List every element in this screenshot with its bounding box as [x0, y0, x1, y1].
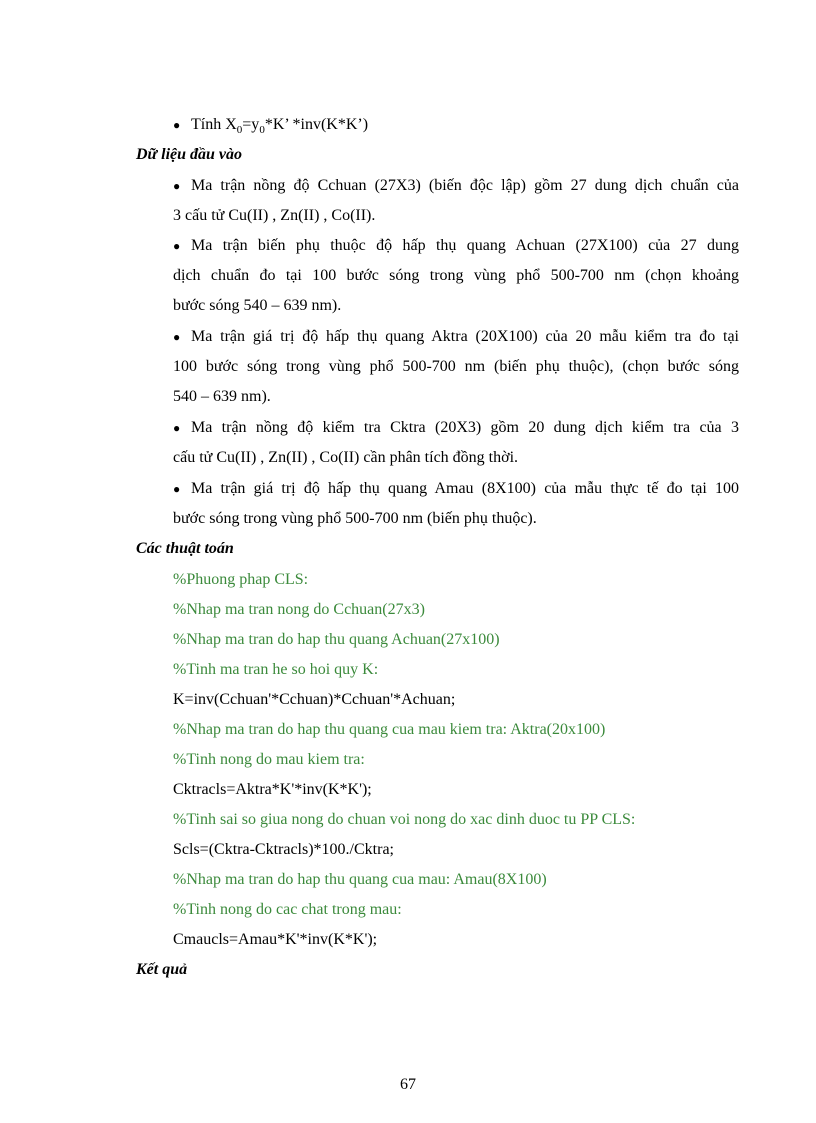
bullet-cktra: ● Ma trận nồng độ kiểm tra Cktra (20X3) gồm 20 dung dịch kiểm tra của 3 [173, 419, 739, 436]
bullet-amau: ● Ma trận giá trị độ hấp thụ quang Amau (8X100) của mẫu thực tế đo tại 100 [173, 480, 739, 497]
code-statement-line: Cmaucls=Amau*K'*inv(K*K'); [173, 931, 378, 948]
code-comment-line: %Tinh nong do mau kiem tra: [173, 751, 365, 768]
bullet-amau-cont: bước sóng trong vùng phổ 500-700 nm (biến phụ thuộc). [173, 510, 537, 527]
bullet-aktra: ● Ma trận giá trị độ hấp thụ quang Aktra (20X100) của 20 mẫu kiểm tra đo tại [173, 328, 739, 345]
bullet-icon: ● [173, 118, 181, 132]
heading-algorithms: Các thuật toán [136, 540, 234, 557]
code-comment-line: %Tinh ma tran he so hoi quy K: [173, 661, 379, 678]
bullet-aktra-cont2: 540 – 639 nm). [173, 388, 271, 405]
code-comment-line: %Phuong phap CLS: [173, 571, 309, 588]
code-comment-line: %Nhap ma tran nong do Cchuan(27x3) [173, 601, 425, 618]
heading-results: Kết quả [136, 961, 188, 978]
code-comment-line: %Nhap ma tran do hap thu quang Achuan(27x100) [173, 631, 500, 648]
formula-line: ● Tính $X_0=y_0*K$’ *inv(K*K’) [173, 116, 369, 137]
code-statement-line: K=inv(Cchuan'*Cchuan)*Cchuan'*Achuan; [173, 691, 456, 708]
code-comment-line: %Tinh sai so giua nong do chuan voi nong do xac dinh duoc tu PP CLS: [173, 811, 636, 828]
code-comment-line: %Nhap ma tran do hap thu quang cua mau: Amau(8X100) [173, 871, 547, 888]
code-comment-line: %Tinh nong do cac chat trong mau: [173, 901, 402, 918]
heading-input-data: Dữ liệu đầu vào [136, 146, 243, 163]
code-statement-line: Cktracls=Aktra*K'*inv(K*K'); [173, 781, 372, 798]
bullet-aktra-cont1: 100 bước sóng trong vùng phổ 500-700 nm (biến phụ thuộc), (chọn bước sóng [173, 358, 739, 375]
bullet-cktra-cont: cấu tử Cu(II) , Zn(II) , Co(II) cần phân tích đồng thời. [173, 449, 519, 466]
bullet-icon: ● [173, 330, 181, 344]
code-statement-line: Scls=(Cktra-Cktracls)*100./Cktra; [173, 841, 394, 858]
bullet-achuan-cont2: bước sóng 540 – 639 nm). [173, 297, 342, 314]
bullet-cchuan-cont: 3 cấu tử Cu(II) , Zn(II) , Co(II). [173, 207, 376, 224]
bullet-achuan: ● Ma trận biến phụ thuộc độ hấp thụ quang Achuan (27X100) của 27 dung [173, 237, 739, 254]
bullet-cchuan: ● Ma trận nồng độ Cchuan (27X3) (biến độc lập) gồm 27 dung dịch chuẩn của [173, 177, 739, 194]
bullet-icon: ● [173, 482, 181, 496]
bullet-icon: ● [173, 421, 181, 435]
bullet-icon: ● [173, 239, 181, 253]
page-number: 67 [400, 1076, 416, 1093]
bullet-achuan-cont1: dịch chuẩn đo tại 100 bước sóng trong vùng phổ 500-700 nm (chọn khoảng [173, 267, 739, 284]
bullet-icon: ● [173, 179, 181, 193]
code-comment-line: %Nhap ma tran do hap thu quang cua mau kiem tra: Aktra(20x100) [173, 721, 606, 738]
